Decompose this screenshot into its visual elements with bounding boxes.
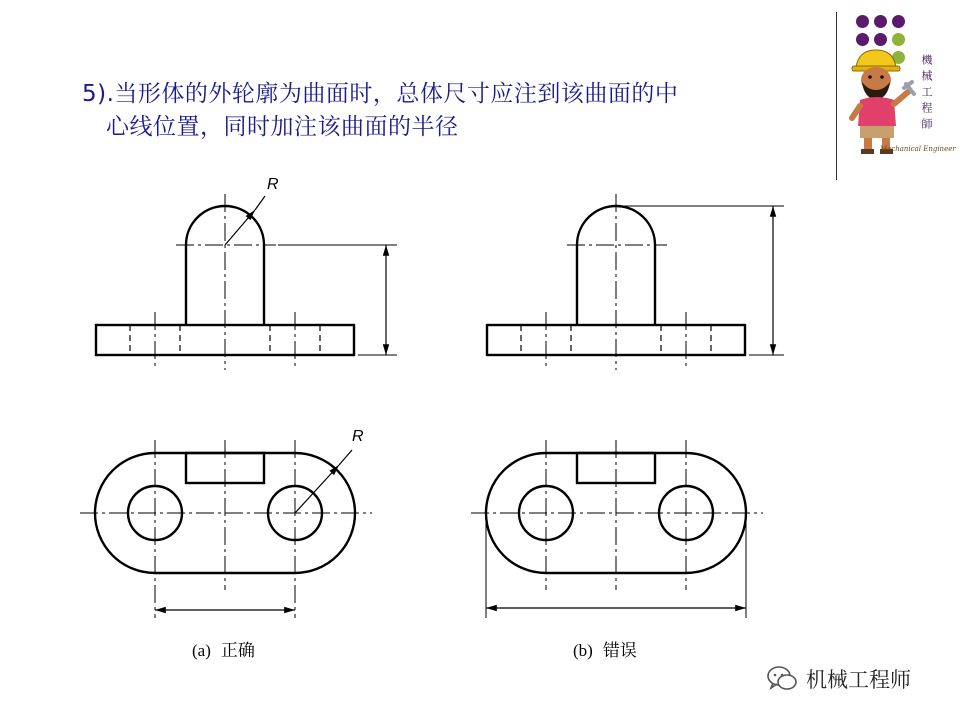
- mascot-label: 機械工程師: [920, 54, 933, 134]
- watermark-text: 机械工程师: [806, 668, 911, 692]
- heading-line-2: 心线位置，同时加注该曲面的半径: [106, 114, 459, 140]
- wechat-icon: [766, 664, 798, 694]
- heading-line-1: 5).当形体的外轮廓为曲面时，总体尺寸应注到该曲面的中: [82, 81, 679, 107]
- mascot-caption: Mechanical Engineer: [880, 145, 956, 153]
- caption-a-text: 正确: [220, 641, 255, 661]
- front-view-wrong: [487, 194, 784, 370]
- caption-b-tag: (b): [573, 641, 593, 660]
- caption-b-text: 错误: [602, 641, 637, 661]
- caption-correct: [192, 636, 255, 661]
- caption-a-tag: (a): [192, 641, 211, 660]
- top-view-wrong: [471, 440, 763, 618]
- caption-wrong: [573, 636, 637, 661]
- radius-label-front: R: [267, 176, 279, 193]
- top-view-correct: [80, 440, 372, 618]
- front-view-correct: [96, 194, 397, 370]
- radius-label-top: R: [352, 428, 364, 445]
- watermark: [766, 664, 911, 694]
